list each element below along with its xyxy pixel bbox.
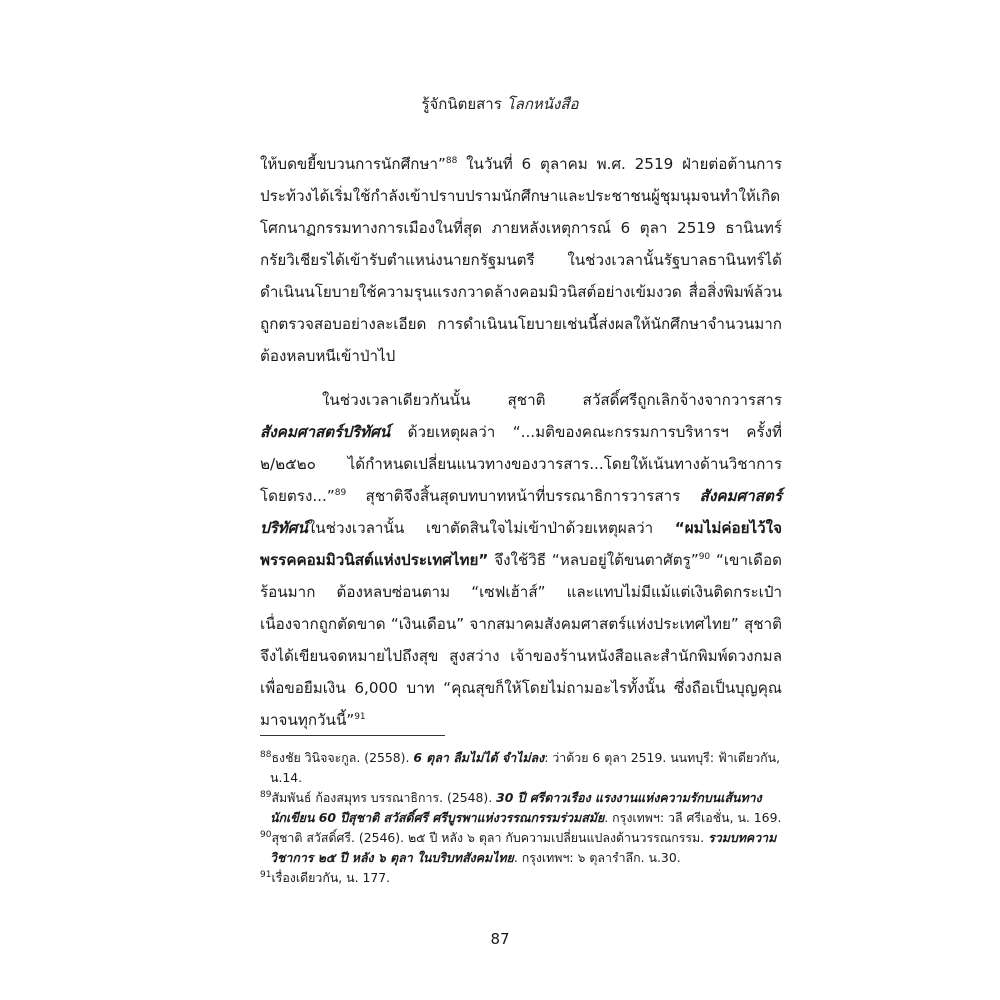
footnote-91: [260, 868, 782, 888]
footnote-88: [260, 748, 782, 788]
paragraph-2-text-c: สุชาติจึงสิ้นสุดบทบาทหน้าที่บรรณาธิการวารสาร: [346, 487, 700, 505]
footnote-89: [260, 788, 782, 828]
footnote-ref-89[interactable]: 89: [334, 487, 347, 498]
paragraph-1: [260, 148, 782, 372]
footnotes: [260, 748, 782, 888]
footnote-number: 88: [260, 749, 272, 760]
bold-quote: “ผมไม่ค่อยไว้ใจพรรคคอมมิวนิสต์แห่งประเทศไทย”: [260, 519, 782, 569]
paragraph-1-text-a: ให้บดขยี้ขบวนการนักศึกษา”: [260, 155, 446, 173]
footnote-text: สัมพันธ์ ก้องสมุทร บรรณาธิการ. (2548).: [271, 790, 497, 805]
running-header: [0, 92, 1000, 116]
footnote-text: สุชาติ สวัสดิ์ศรี. (2546). ๒๕ ปี หลัง ๖ ตุลา กับความเปลี่ยนแปลงด้านวรรณกรรม.: [271, 830, 709, 845]
paragraph-1-text-b: ในวันที่ 6 ตุลาคม พ.ศ. 2519 ฝ่ายต่อต้านการประท้วงได้เริ่มใช้กำลังเข้าปราบปรามนักศึกษาและประชาชนผู้ชุมนุมจนทำให้เกิดโศกนาฏกรรมทางการเมืองในที่สุด ภายหลังเหตุการณ์ 6 ตุลา 2519 ธานินทร์ กรัยวิเชียรได้เข้ารับตำแหน่งนายกรัฐมนตรี ในช่วงเวลานั้นรัฐบาลธานินทร์ได้ดำเนินนโยบายใช้ความรุนแรงกวาดล้างคอมมิวนิสต์อย่างเข้มงวด สื่อสิ่งพิมพ์ล้วนถูกตรวจสอบอย่างละเอียด การดำเนินนโยบายเช่นนี้ส่งผลให้นักศึกษาจำนวนมากต้องหลบหนีเข้าป่าไป: [260, 155, 782, 365]
footnote-number: 89: [260, 789, 272, 800]
footnote-title: 6 ตุลา ลืมไม่ได้ จำไม่ลง: [413, 750, 545, 765]
footnote-title: 30 ปี ศรีดาวเรือง แรงงานแห่งความรักบนเส้นทาง: [496, 790, 762, 805]
footnote-text: . กรุงเทพฯ: ๖ ตุลารำลึก. น.30.: [513, 850, 681, 865]
paragraph-2-text-d: ในช่วงเวลานั้น เขาตัดสินใจไม่เข้าป่าด้วยเหตุผลว่า: [307, 519, 675, 537]
paragraph-2-text-f: “เขาเดือดร้อนมาก ต้องหลบซ่อนตาม “เซฟเฮ้าส์” และแทบไม่มีแม้แต่เงินติดกระเป๋าเนื่องจากถูกตัดขาด “เงินเดือน” จากสมาคมสังคมศาสตร์แห่งประเทศไทย” สุชาติจึงได้เขียนจดหมายไปถึงสุข สูงสว่าง เจ้าของร้านหนังสือและสำนักพิมพ์ดวงกมลเพื่อขอยืมเงิน 6,000 บาท “คุณสุขก็ให้โดยไม่ถามอะไรทั้งนั้น ซึ่งถือเป็นบุญคุณมาจนทุกวันนี้”: [260, 551, 782, 729]
footnote-ref-90[interactable]: 90: [698, 551, 711, 562]
paragraph-2-text-e: จึงใช้วิธี “หลบอยู่ใต้ขนตาศัตรู”: [488, 551, 699, 569]
footnote-title: วิชาการ ๒๕ ปี หลัง ๖ ตุลา ในบริบทสังคมไทย: [270, 850, 514, 865]
body-text: [260, 148, 782, 736]
footnote-text: น.14.: [270, 770, 303, 785]
footnote-title: รวมบทความ: [708, 830, 777, 845]
footnote-text: . กรุงเทพฯ: วลี ศรีเอชั่น, น. 169.: [604, 810, 782, 825]
footnote-text: : ว่าด้วย 6 ตุลา 2519. นนทบุรี: ฟ้าเดียวกัน,: [544, 750, 781, 765]
journal-title-2: สังคมศาสตร์ปริทัศน์: [260, 487, 782, 537]
footnote-ref-88[interactable]: 88: [445, 155, 458, 166]
footnote-title: นักเขียน 60 ปีสุชาติ สวัสดิ์ศรี ศรีบูรพาแห่งวรรณกรรมร่วมสมัย: [270, 810, 605, 825]
page-number: 87: [490, 930, 510, 948]
footnote-text: เรื่องเดียวกัน, น. 177.: [271, 870, 391, 885]
footnote-number: 90: [260, 829, 272, 840]
footnote-text: ธงชัย วินิจจะกูล. (2558).: [271, 750, 414, 765]
footnote-90: [260, 828, 782, 868]
paragraph-2-text-b: ด้วยเหตุผลว่า “...มติของคณะกรรมการบริหารฯ ครั้งที่ ๒/๒๕๒๐ ได้กำหนดเปลี่ยนแนวทางของวารสาร...โดยให้เน้นทางด้านวิชาการโดยตรง...”: [260, 423, 782, 505]
paragraph-2-text-a: ในช่วงเวลาเดียวกันนั้น สุชาติ สวัสดิ์ศรีถูกเลิกจ้างจากวารสาร: [322, 391, 782, 409]
running-header-title: รู้จักนิตยสาร: [421, 95, 502, 113]
footnote-ref-91[interactable]: 91: [354, 711, 366, 722]
footnote-number: 91: [260, 869, 272, 880]
footnote-divider: [260, 735, 445, 736]
running-header-title-italic: โลกหนังสือ: [506, 95, 579, 113]
paragraph-2: [260, 384, 782, 736]
journal-title: สังคมศาสตร์ปริทัศน์: [260, 423, 391, 441]
